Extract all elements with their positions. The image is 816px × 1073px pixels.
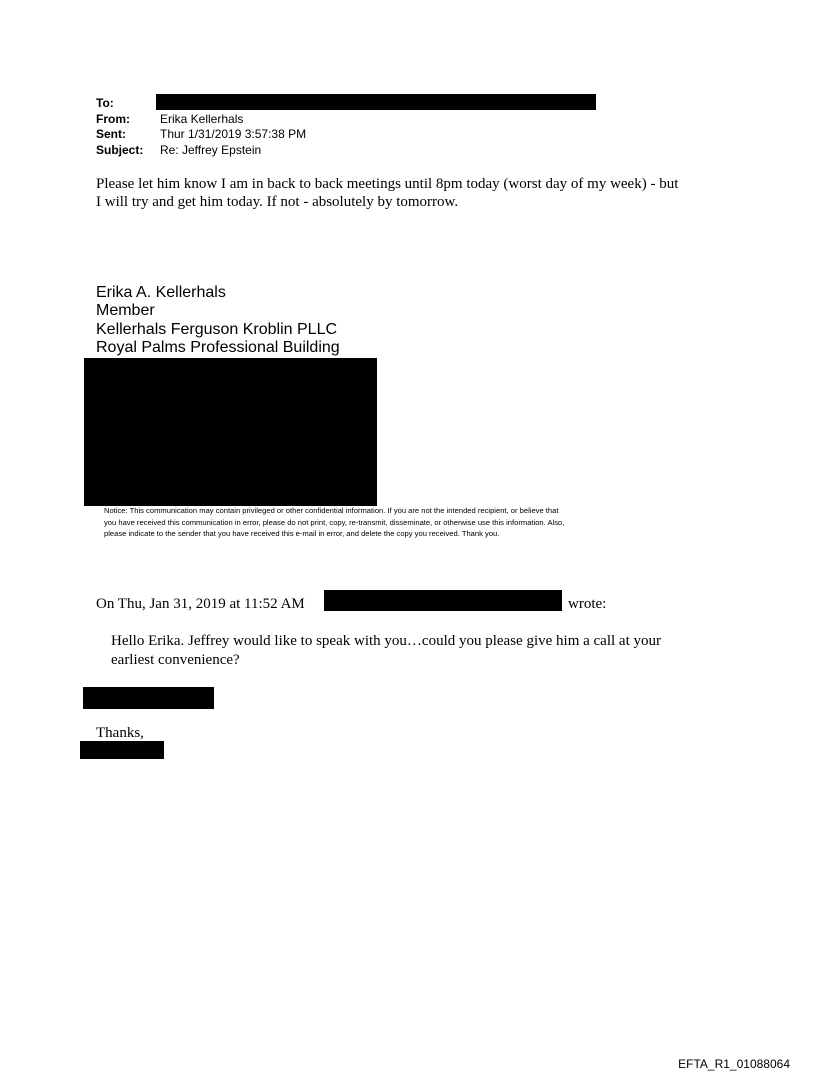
signature-title: Member (96, 302, 155, 319)
confidentiality-notice (104, 505, 714, 540)
signature-firm: Kellerhals Ferguson Kroblin PLLC (96, 321, 338, 338)
message-line-1: Please let him know I am in back to back meetings until 8pm today (worst day of my week) - but (96, 176, 679, 192)
notice-line-3: please indicate to the sender that you have received this e-mail in error, and delete the copy you received. Thank you. (104, 529, 500, 538)
sent-value: Thur 1/31/2019 3:57:38 PM (160, 127, 307, 141)
redaction-sender (324, 590, 562, 611)
redaction-line (83, 687, 214, 709)
signature-building: Royal Palms Professional Building (96, 339, 340, 356)
from-label: From: (96, 112, 130, 126)
sent-label: Sent: (96, 127, 126, 141)
notice-line-2: you have received this communication in error, please do not print, copy, re-transmit, disseminate, or otherwise use this information. Also, (104, 517, 565, 527)
notice-line-1: Notice: This communication may contain privileged or other confidential information. If you are not the intended recipient, or believe that (104, 506, 559, 515)
quote-attribution-prefix: On Thu, Jan 31, 2019 at 11:52 AM (96, 596, 305, 612)
signature-name: Erika A. Kellerhals (96, 284, 226, 301)
message-line-2: I will try and get him today. If not - absolutely by tomorrow. (96, 194, 459, 210)
redaction-signature-block (84, 358, 377, 506)
redaction-name (80, 741, 164, 759)
subject-value: Re: Jeffrey Epstein (160, 143, 262, 157)
quote-attribution-suffix: wrote: (568, 596, 607, 612)
document-id: EFTA_R1_01088064 (678, 1057, 790, 1071)
quoted-line-2: earliest convenience? (111, 652, 240, 668)
to-label: To: (96, 96, 114, 110)
redaction-to (156, 94, 596, 110)
from-value: Erika Kellerhals (160, 112, 244, 126)
subject-label: Subject: (96, 143, 144, 157)
quoted-closing: Thanks, (96, 725, 144, 741)
quoted-line-1: Hello Erika. Jeffrey would like to speak with you…could you please give him a call at your (111, 633, 661, 649)
